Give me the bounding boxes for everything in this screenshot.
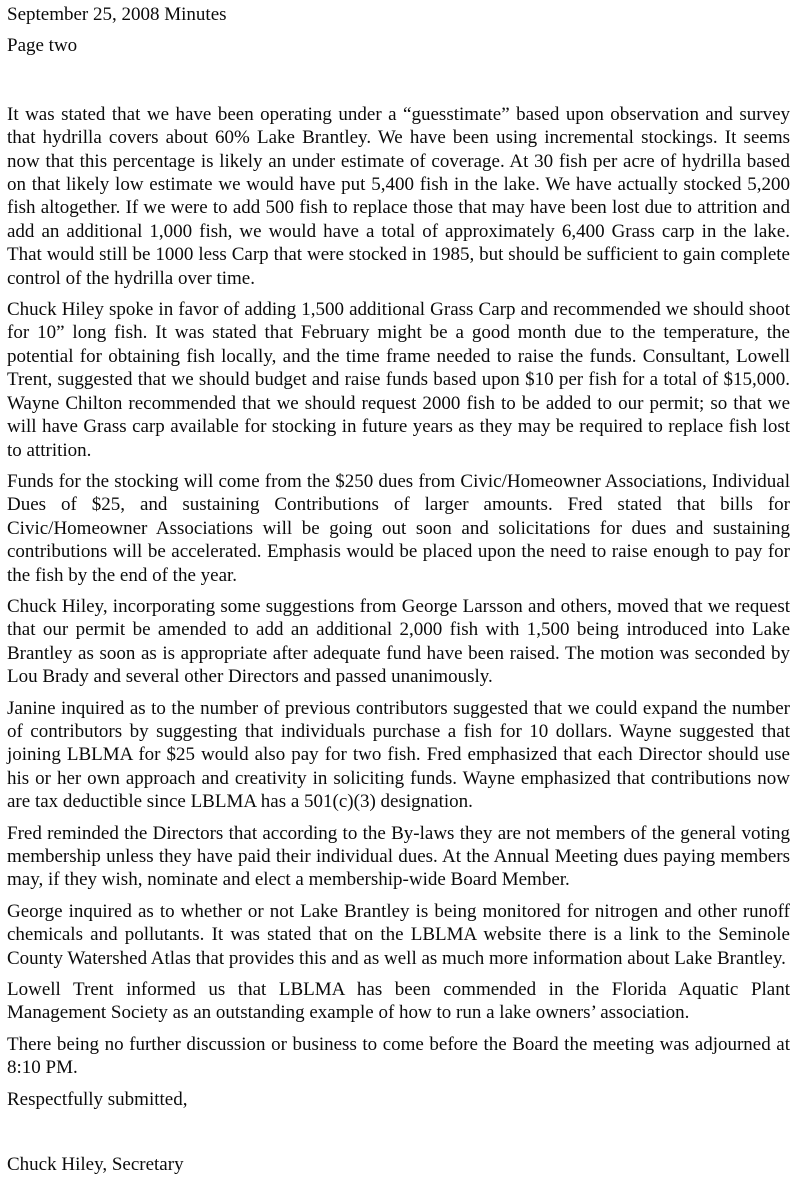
document-header	[7, 3, 790, 58]
minutes-body	[7, 103, 790, 1080]
paragraph-contributors-expansion: Janine inquired as to the number of previous contributors suggested that we could expand the number of contributors by suggesting that individuals purchase a fish for 10 dollars. Wayne suggested that joining LBLMA for $25 would also pay for two fish. Fred emphasized that each Director should use his or her own approach and creativity in soliciting funds. Wayne emphasized that contributions now are tax deductible since LBLMA has a 501(c)(3) designation.	[7, 697, 790, 813]
closing-signature: Chuck Hiley, Secretary	[7, 1154, 184, 1176]
paragraph-funding-sources: Funds for the stocking will come from the $250 dues from Civic/Homeowner Associations, Individual Dues of $25, and sustaining Contributions of larger amounts. Fred stated that bills for Civic/Homeowner Associations will be going out soon and solicitations for dues and sustaining contributions will be accelerated. Emphasis would be placed upon the need to raise enough to pay for the fish by the end of the year.	[7, 470, 790, 586]
paragraph-adjournment: There being no further discussion or business to come before the Board the meeting was adjourned at 8:10 PM.	[7, 1033, 790, 1079]
paragraph-grass-carp-proposal: Chuck Hiley spoke in favor of adding 1,500 additional Grass Carp and recommended we should shoot for 10” long fish. It was stated that February might be a good month due to the temperature, the potential for obtaining fish locally, and the time frame needed to raise the funds. Consultant, Lowell Trent, suggested that we should budget and raise funds based upon $10 per fish for a total of $15,000. Wayne Chilton recommended that we should request 2000 fish to be added to our permit; so that we will have Grass carp available for stocking in future years as they may be required to replace fish lost to attrition.	[7, 299, 790, 461]
paragraph-hydrilla-estimate: It was stated that we have been operating under a “guesstimate” based upon observation and survey that hydrilla covers about 60% Lake Brantley. We have been using incremental stockings. It seems now that this percentage is likely an under estimate of coverage. At 30 fish per acre of hydrilla based on that likely low estimate we would have put 5,400 fish in the lake. We have actually stocked 5,200 fish altogether. If we were to add 500 fish to replace those that may have been lost due to attrition and add an additional 1,000 fish, we would have a total of approximately 6,400 Grass carp in the lake. That would still be 1000 less Carp that were stocked in 1985, but should be sufficient to gain complete control of the hydrilla over time.	[7, 103, 790, 289]
closing-block	[7, 1088, 790, 1177]
header-date-line: September 25, 2008 Minutes	[7, 4, 227, 25]
paragraph-bylaws-reminder: Fred reminded the Directors that according to the By-laws they are not members of the general voting membership unless they have paid their individual dues. At the Annual Meeting dues paying members may, if they wish, nominate and elect a membership-wide Board Member.	[7, 822, 790, 891]
paragraph-permit-motion: Chuck Hiley, incorporating some suggestions from George Larsson and others, moved that we request that our permit be amended to add an additional 2,000 fish with 1,500 being introduced into Lake Brantley as soon as is appropriate after adequate fund have been raised. The motion was seconded by Lou Brady and several other Directors and passed unanimously.	[7, 595, 790, 688]
header-body-spacer	[7, 66, 790, 103]
header-page-number-line: Page two	[7, 35, 78, 57]
closing-salutation: Respectfully submitted,	[7, 1088, 188, 1110]
paragraph-water-monitoring: George inquired as to whether or not Lake Brantley is being monitored for nitrogen and other runoff chemicals and pollutants. It was stated that on the LBLMA website there is a link to the Seminole County Watershed Atlas that provides this and as well as much more information about Lake Brantley.	[7, 900, 790, 969]
paragraph-commendation: Lowell Trent informed us that LBLMA has been commended in the Florida Aquatic Plant Management Society as an outstanding example of how to run a lake owners’ association.	[7, 979, 790, 1024]
